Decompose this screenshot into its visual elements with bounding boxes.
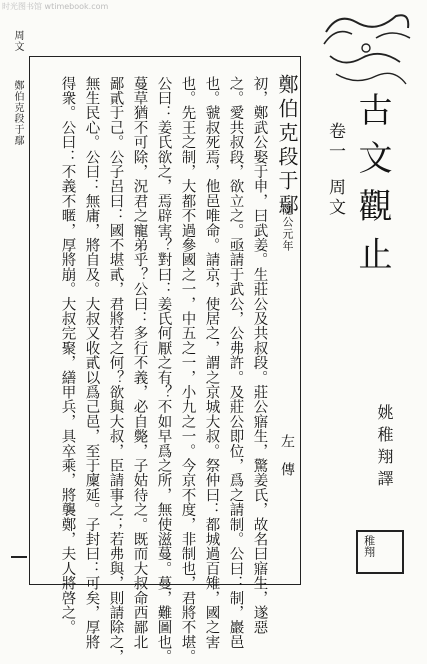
text-column-5: 公曰：姜氏欲之，焉辟害？對曰：姜氏何厭之有？不如早爲之所，無使滋蔓。蔓，難圖也。	[155, 76, 172, 664]
volume-section: 周文	[325, 178, 345, 218]
watermark: 时光图书馆 wtimebook.com	[2, 2, 109, 11]
book-title: 古文觀止	[352, 92, 392, 284]
text-column-9: 得衆。公曰：不義不暱，厚將崩。大叔完聚，繕甲兵，具卒乘，將襲鄭，夫人將啓之。	[59, 76, 76, 635]
author-credit: 左傳	[279, 434, 295, 490]
page-frame-top	[29, 56, 301, 57]
side-label-left: 周文	[12, 30, 23, 52]
text-column-8: 無生民心。公曰：無庸，將自及。大叔又收貳以爲己邑，至于廩延。子封曰：可矣，厚將	[83, 76, 100, 650]
page-frame-right	[300, 56, 301, 584]
editor-seal-text: 稚翔	[362, 535, 376, 557]
side-label-right: 鄭伯克段于鄢	[12, 80, 23, 146]
page-number-mark	[11, 556, 27, 558]
text-column-1: 初，鄭武公娶于申，曰武姜。生莊公及共叔段。莊公寤生，驚姜氏，故名曰寤生，遂惡	[251, 76, 268, 635]
page-frame-left	[29, 56, 30, 584]
scroll-ornament	[316, 4, 416, 96]
text-column-6: 蔓草猶不可除，況君之寵弟乎？公曰：多行不義，必自斃，子姑待之。既而大叔命西鄙北	[131, 76, 148, 650]
chapter-note: 隱公元年	[281, 204, 294, 252]
text-column-4: 也。先王之制，大都不過參國之一，中五之一，小九之一。今京不度，非制也，君將不堪。	[179, 76, 196, 664]
text-column-3: 也。虢叔死焉，他邑唯命。請京，使居之，謂之京城大叔。祭仲曰：都城過百雉，國之害	[203, 76, 220, 650]
volume-label: 卷一	[325, 122, 345, 162]
text-column-2: 之。愛共叔段，欲立之。亟請于武公，公弗許。及莊公即位，爲之請制。公曰：制，巖邑	[227, 76, 244, 650]
text-column-7: 鄙貳于己。公子呂曰：國不堪貳，君將若之何？欲與大叔，臣請事之；若弗與，則請除之，	[107, 76, 124, 664]
chapter-title: 鄭伯克段于鄢	[275, 74, 299, 218]
editor-credit: 姚稚翔譯	[375, 404, 394, 492]
